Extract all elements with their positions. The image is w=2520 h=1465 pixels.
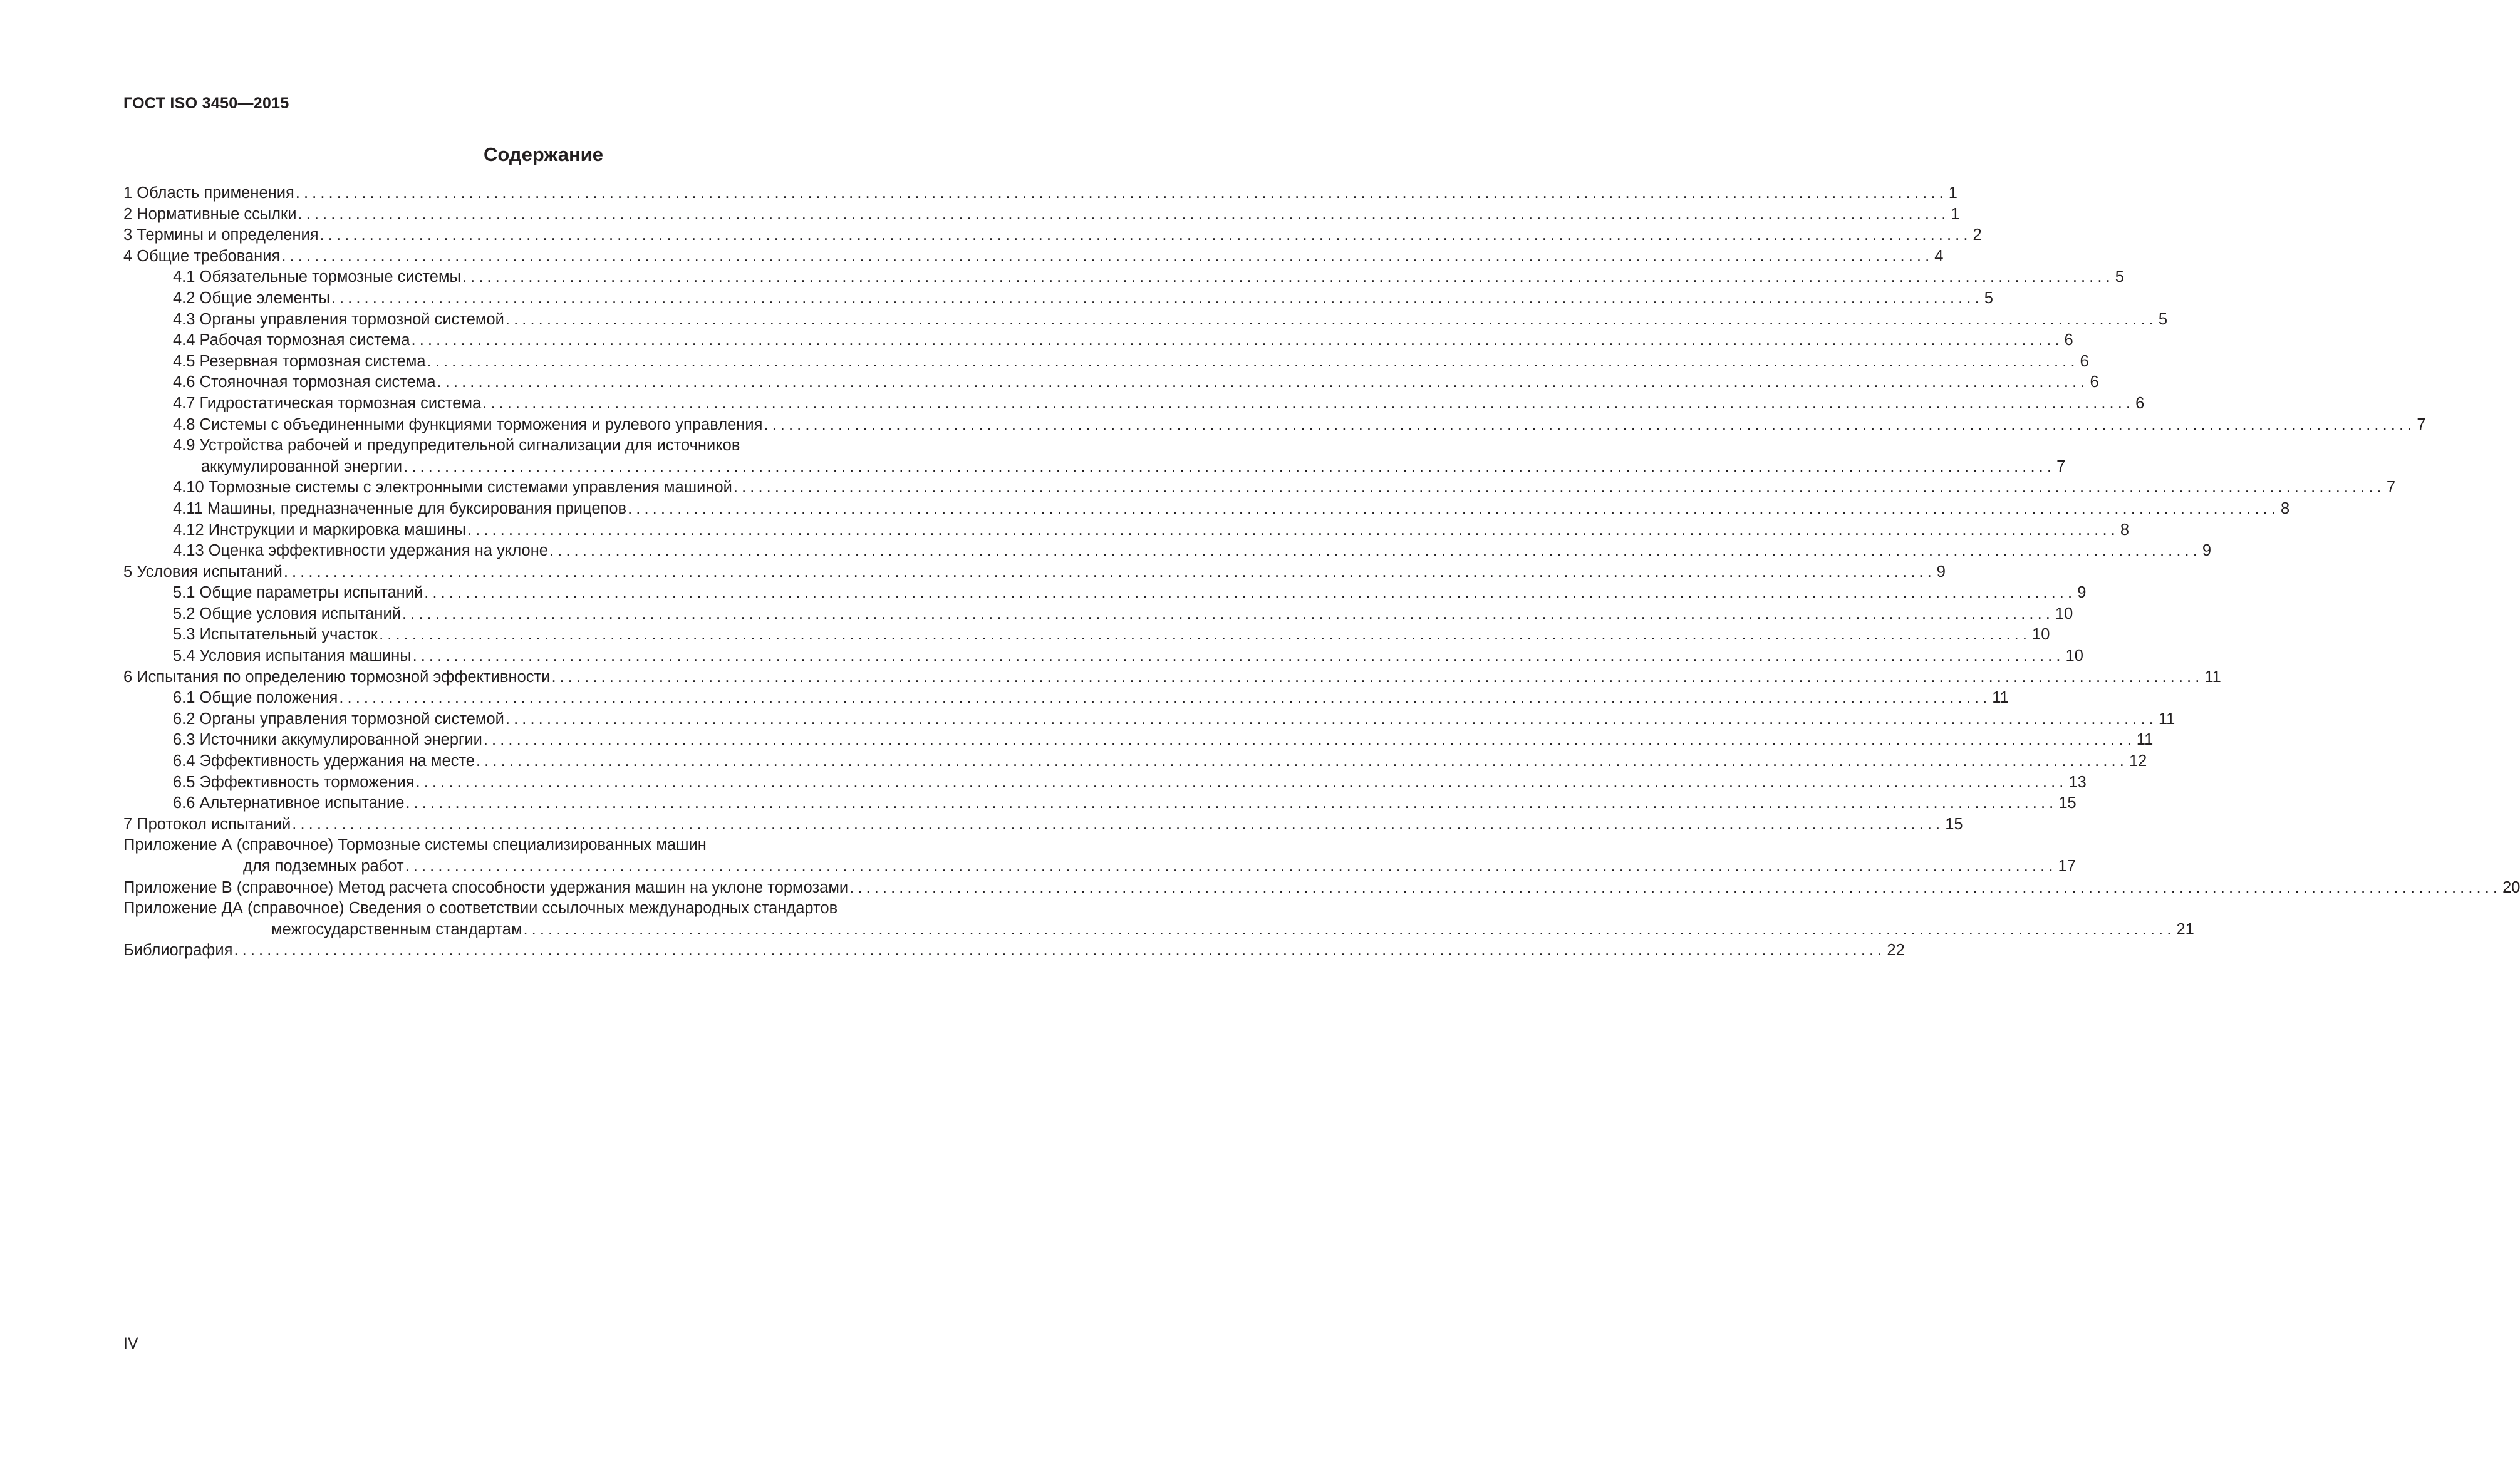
toc-entry-title: 4.8 Системы с объединенными функциями торможения и рулевого управления — [173, 415, 763, 433]
toc-entry[interactable] — [123, 751, 2147, 772]
toc-entry-page: 11 — [2204, 668, 2221, 686]
toc-entry-page: 6 — [2064, 331, 2073, 349]
toc-entry-title: 4.3 Органы управления тормозной системой — [173, 310, 504, 328]
toc-entry[interactable] — [123, 520, 2130, 541]
toc-entry-page: 8 — [2281, 499, 2290, 517]
toc-entry-page: 11 — [2136, 731, 2154, 749]
toc-entry-leader: ........................................................................................................................................................................................................ — [427, 352, 2079, 370]
toc-entry-page: 9 — [2077, 584, 2087, 602]
toc-entry-leader: ........................................................................................................................................................................................................ — [523, 920, 2175, 938]
toc-entry-title: 1 Область применения — [123, 184, 294, 202]
toc-entry-leader: ........................................................................................................................................................................................................ — [379, 626, 2031, 644]
toc-entry-page: 10 — [2032, 626, 2050, 644]
toc-entry-page: 7 — [2056, 457, 2066, 475]
toc-entry-title: 6 Испытания по определению тормозной эффективности — [123, 668, 551, 686]
toc-entry-leader: ........................................................................................................................................................................................................ — [405, 857, 2057, 875]
toc-entry[interactable] — [123, 372, 2099, 393]
toc-entry-page: 15 — [1945, 815, 1963, 833]
toc-entry-leader: ........................................................................................................................................................................................................ — [551, 668, 2204, 686]
toc-entry-leader: ........................................................................................................................................................................................................ — [733, 479, 2385, 497]
toc-entry-leader: ........................................................................................................................................................................................................ — [292, 815, 1944, 833]
toc-entry-leader: ........................................................................................................................................................................................................ — [475, 752, 2128, 770]
toc-entry-page: 17 — [2058, 857, 2076, 875]
toc-entry[interactable] — [123, 624, 2050, 646]
toc-entry-leader: ........................................................................................................................................................................................................ — [424, 584, 2077, 602]
toc-entry-leader: ........................................................................................................................................................................................................ — [411, 331, 2063, 349]
toc-entry-title: 6.5 Эффективность торможения — [173, 773, 415, 791]
toc-entry-page: 5 — [2158, 310, 2168, 328]
toc-entry-leader: ........................................................................................................................................................................................................ — [295, 184, 1947, 202]
toc-entry-title: 6.2 Органы управления тормозной системой — [173, 710, 504, 728]
toc-entry[interactable] — [123, 225, 1982, 246]
toc-entry-page: 8 — [2120, 520, 2130, 539]
toc-entry-leader: ........................................................................................................................................................................................................ — [234, 941, 1886, 960]
toc-entry-title: 4.7 Гидростатическая тормозная система — [173, 394, 482, 412]
toc-entry-page: 10 — [2065, 647, 2083, 665]
toc-entry-leader: ........................................................................................................................................................................................................ — [403, 457, 2056, 475]
toc-entry[interactable] — [123, 351, 2089, 373]
toc-entry-page: 1 — [1951, 205, 1960, 223]
toc-entry[interactable] — [123, 898, 967, 919]
toc-entry-leader: ........................................................................................................................................................................................................ — [764, 415, 2416, 433]
toc-entry-page: 1 — [1948, 184, 1957, 202]
toc-entry-title: 4.4 Рабочая тормозная система — [173, 331, 410, 349]
toc-entry-title: 4.11 Машины, предназначенные для буксирования прицепов — [173, 499, 627, 517]
toc-entry-leader: ........................................................................................................................................................................................................ — [483, 731, 2135, 749]
toc-entry-page: 9 — [1936, 562, 1946, 581]
toc-entry-page: 5 — [2115, 268, 2124, 286]
toc-entry-page: 15 — [2058, 794, 2077, 812]
toc-entry[interactable] — [123, 246, 1944, 267]
toc-entry[interactable] — [123, 709, 2175, 730]
toc-entry-leader: ........................................................................................................................................................................................................ — [505, 710, 2157, 728]
toc-entry-title: 4.2 Общие элементы — [173, 289, 330, 307]
toc-entry-title: 5.3 Испытательный участок — [173, 626, 378, 644]
toc-entry[interactable] — [123, 793, 2077, 814]
toc-entry-leader: ........................................................................................................................................................................................................ — [319, 226, 1972, 244]
toc-entry[interactable] — [123, 393, 2145, 415]
toc-entry-title: 4.5 Резервная тормозная система — [173, 352, 426, 370]
toc-entry-title: 2 Нормативные ссылки — [123, 205, 297, 223]
toc-entry[interactable] — [123, 457, 2066, 478]
toc-entry-title: Приложение А (справочное) Тормозные системы специализированных машин — [123, 836, 707, 854]
toc-entry[interactable] — [123, 646, 2083, 667]
toc-entry[interactable] — [123, 562, 1946, 583]
toc-entry-page: 6 — [2135, 394, 2145, 412]
toc-entry-leader: ........................................................................................................................................................................................................ — [482, 394, 2135, 412]
toc-entry-title: Приложение В (справочное) Метод расчета способности удержания машин на уклоне тормозами — [123, 878, 849, 896]
toc-entry[interactable] — [123, 667, 2221, 688]
toc-entry-leader: ........................................................................................................................................................................................................ — [281, 247, 1934, 265]
toc-entry-title: 6.3 Источники аккумулированной энергии — [173, 731, 482, 749]
toc-entry[interactable] — [123, 877, 2520, 899]
toc-entry-title: 4.10 Тормозные системы с электронными системами управления машиной — [173, 479, 732, 497]
toc-entry-page: 11 — [1992, 689, 2009, 707]
toc-entry-page: 4 — [1934, 247, 1944, 265]
toc-entry-page: 11 — [2158, 710, 2175, 728]
document-code: ГОСТ ISO 3450—2015 — [123, 95, 289, 112]
toc-entry[interactable] — [123, 499, 2290, 520]
toc-entry[interactable] — [123, 204, 1960, 225]
toc-entry[interactable] — [123, 288, 1993, 309]
toc-entry-title: Библиография — [123, 941, 233, 960]
toc-entry[interactable] — [123, 940, 1905, 961]
toc-entry[interactable] — [123, 835, 967, 856]
toc-entry-leader: ........................................................................................................................................................................................................ — [549, 542, 2201, 560]
toc-entry-title: 4.12 Инструкции и маркировка машины — [173, 520, 466, 539]
toc-entry-title: 6.1 Общие положения — [173, 689, 338, 707]
toc-entry-leader: ........................................................................................................................................................................................................ — [339, 689, 1991, 707]
toc-entry[interactable] — [123, 582, 2087, 604]
toc-entry-page: 12 — [2129, 752, 2147, 770]
toc-entry-leader: ........................................................................................................................................................................................................ — [505, 310, 2157, 328]
toc-entry-leader: ........................................................................................................................................................................................................ — [437, 373, 2089, 391]
toc-entry-title: для подземных работ — [243, 857, 404, 875]
toc-entry[interactable] — [123, 772, 2087, 794]
toc-entry-leader: ........................................................................................................................................................................................................ — [283, 562, 1936, 581]
toc-entry-leader: ........................................................................................................................................................................................................ — [628, 499, 2280, 517]
toc-entry[interactable] — [123, 604, 2073, 625]
toc-entry-leader: ........................................................................................................................................................................................................ — [402, 604, 2054, 623]
toc-entry-leader: ........................................................................................................................................................................................................ — [415, 773, 2068, 791]
toc-entry[interactable] — [123, 856, 2076, 877]
toc-entry[interactable] — [123, 541, 2212, 562]
toc-entry-title: 7 Протокол испытаний — [123, 815, 291, 833]
toc-entry[interactable] — [123, 267, 2124, 288]
toc-entry-leader: ........................................................................................................................................................................................................ — [462, 268, 2114, 286]
toc-entry-title: Приложение ДА (справочное) Сведения о соответствии ссылочных международных стандартов — [123, 899, 838, 918]
toc-entry-title: межгосударственным стандартам — [271, 920, 522, 938]
toc-entry-page: 2 — [1973, 226, 1982, 244]
toc-entry[interactable] — [123, 309, 2168, 331]
toc-entry[interactable] — [123, 477, 2396, 499]
toc-entry-title: 4.6 Стояночная тормозная система — [173, 373, 436, 391]
toc-entry-title: аккумулированной энергии — [201, 457, 403, 475]
toc-entry-title: 6.6 Альтернативное испытание — [173, 794, 405, 812]
toc-entry-page: 7 — [2417, 415, 2426, 433]
toc-entry[interactable] — [123, 919, 2194, 941]
toc-entry-title: 4.1 Обязательные тормозные системы — [173, 268, 461, 286]
toc-entry-page: 7 — [2386, 479, 2396, 497]
toc-entry-leader: ........................................................................................................................................................................................................ — [412, 647, 2065, 665]
toc-entry-title: 5.1 Общие параметры испытаний — [173, 584, 423, 602]
toc-entry[interactable] — [123, 688, 2009, 709]
toc-entry-title: 3 Термины и определения — [123, 226, 319, 244]
toc-entry-title: 5.2 Общие условия испытаний — [173, 604, 401, 623]
toc-entry-leader: ........................................................................................................................................................................................................ — [405, 794, 2058, 812]
toc-entry-leader: ........................................................................................................................................................................................................ — [467, 520, 2119, 539]
toc-entry-page: 10 — [2055, 604, 2073, 623]
toc-entry-leader: ........................................................................................................................................................................................................ — [849, 878, 2502, 896]
toc-entry-title: 5.4 Условия испытания машины — [173, 647, 412, 665]
toc-entry[interactable] — [123, 814, 1963, 836]
toc-entry-leader: ........................................................................................................................................................................................................ — [331, 289, 1983, 307]
toc-entry[interactable] — [123, 183, 1957, 204]
toc-entry-page: 9 — [2202, 542, 2212, 560]
page-number: IV — [123, 1335, 138, 1352]
toc-entry-page: 20 — [2502, 878, 2520, 896]
toc-entry-title: 4.13 Оценка эффективности удержания на уклоне — [173, 542, 548, 560]
toc-entry-title: 5 Условия испытаний — [123, 562, 283, 581]
page-title: Содержание — [484, 143, 603, 165]
toc-entry-page: 13 — [2068, 773, 2087, 791]
toc-entry[interactable] — [123, 415, 2426, 436]
toc-entry[interactable] — [123, 435, 967, 457]
toc-entry-title: 6.4 Эффективность удержания на месте — [173, 752, 475, 770]
toc-entry[interactable] — [123, 730, 2154, 751]
toc-entry[interactable] — [123, 330, 2073, 351]
toc-entry-title: 4 Общие требования — [123, 247, 281, 265]
toc-entry-title: 4.9 Устройства рабочей и предупредительной сигнализации для источников — [173, 437, 740, 455]
toc-entry-page: 21 — [2176, 920, 2194, 938]
toc-entry-page: 6 — [2090, 373, 2099, 391]
toc-entry-leader: ........................................................................................................................................................................................................ — [298, 205, 1950, 223]
toc-entry-page: 6 — [2080, 352, 2089, 370]
table-of-contents — [123, 183, 2520, 961]
toc-entry-page: 5 — [1984, 289, 1993, 307]
toc-entry-page: 22 — [1887, 941, 1905, 960]
